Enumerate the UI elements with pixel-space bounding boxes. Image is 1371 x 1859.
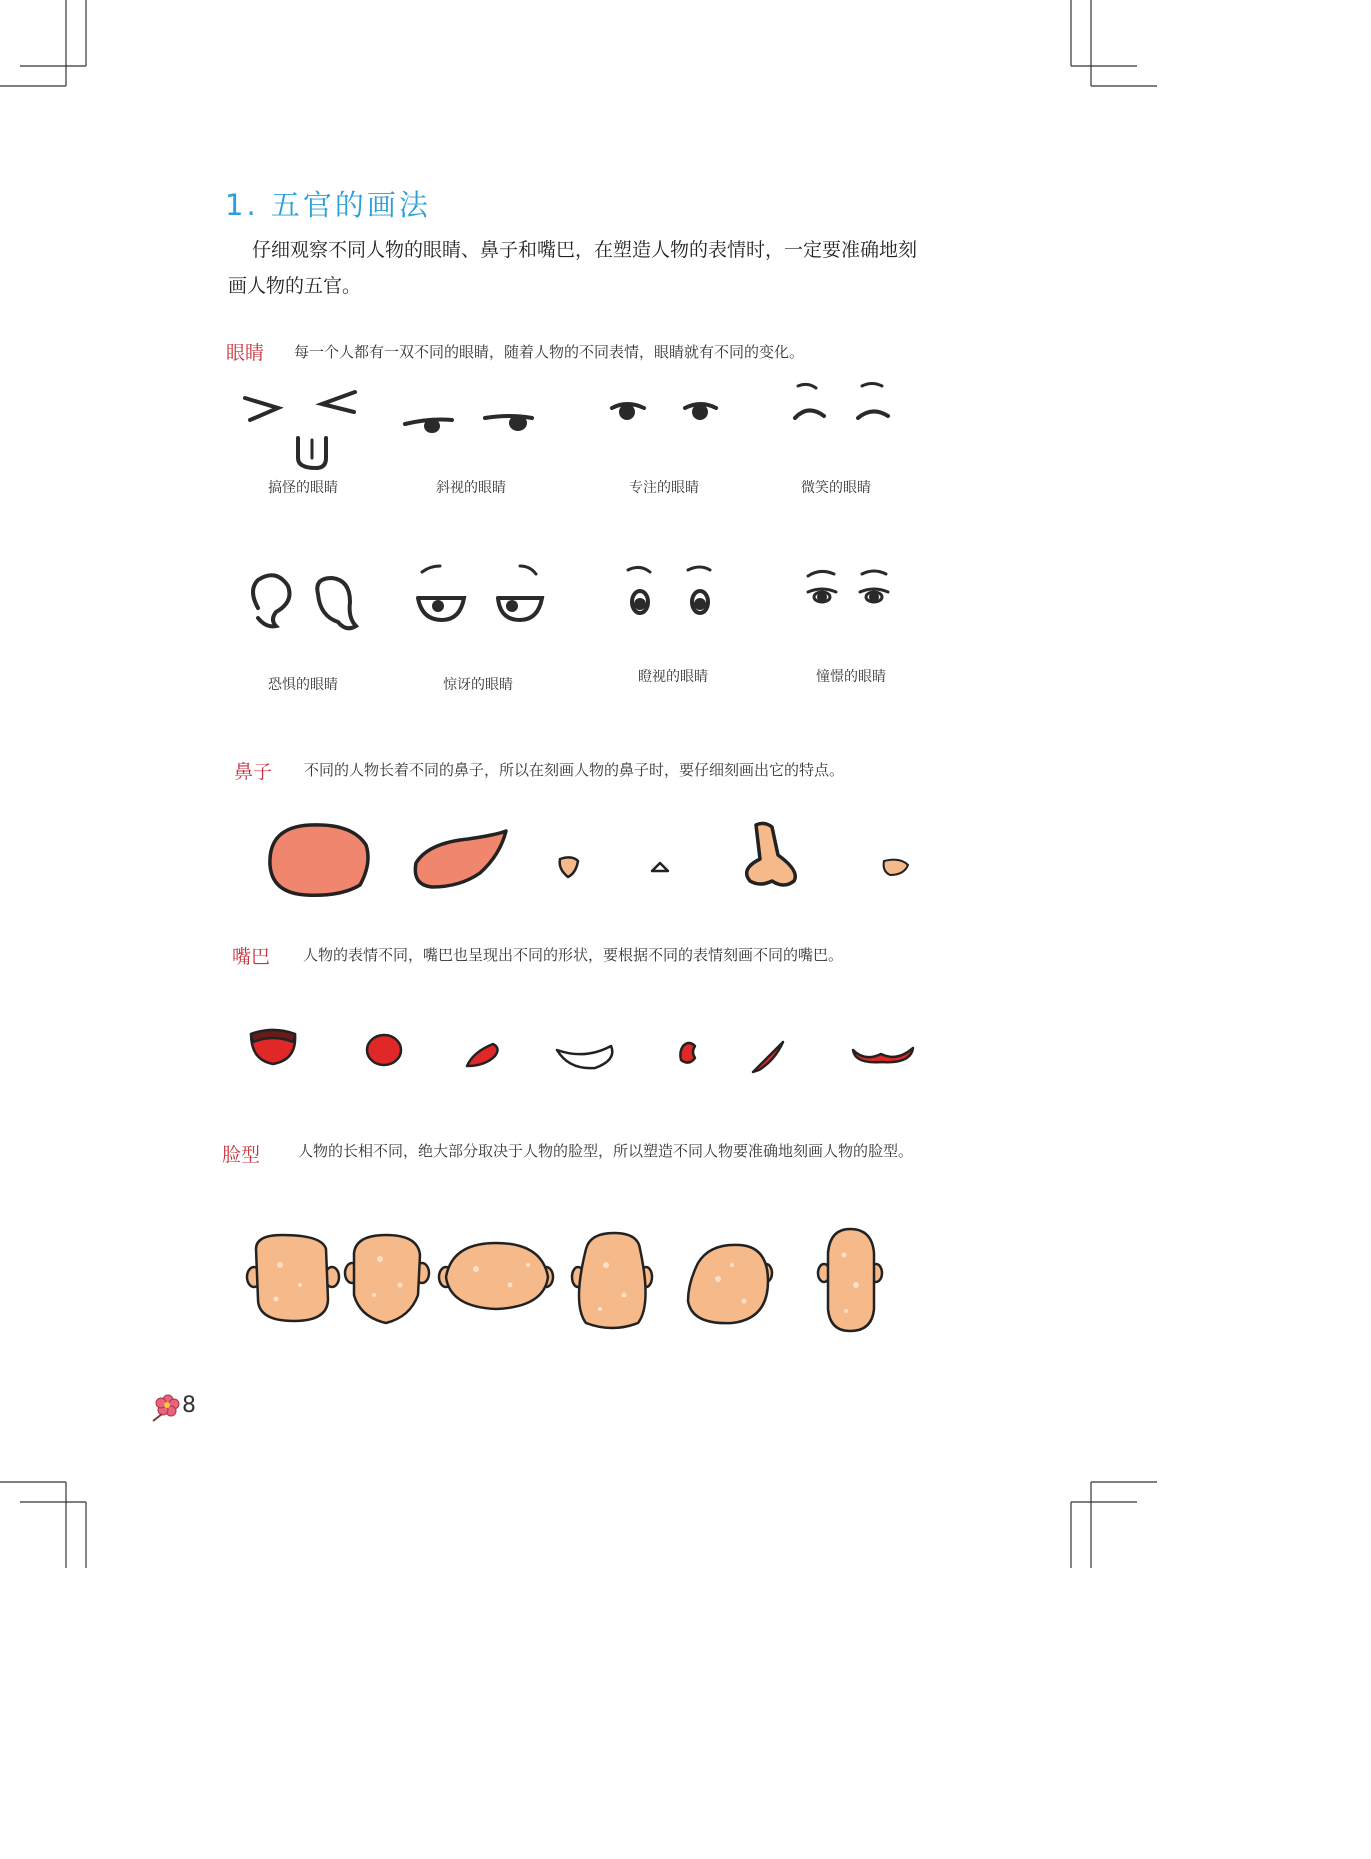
flower-icon xyxy=(150,1390,184,1422)
eye-caption: 憧憬的眼睛 xyxy=(816,669,886,685)
eye-caption: 瞪视的眼睛 xyxy=(638,669,708,685)
longing-eyes-icon xyxy=(808,571,888,602)
squint-eyes-icon xyxy=(405,416,532,431)
eye-caption: 搞怪的眼睛 xyxy=(268,480,338,496)
mouth-illustrations xyxy=(245,1020,925,1080)
mouth-icon xyxy=(367,1035,401,1065)
focus-eyes-icon xyxy=(612,404,716,418)
wide-face-icon xyxy=(439,1243,553,1309)
funny-eyes-icon xyxy=(245,392,355,468)
long-face-icon xyxy=(818,1229,882,1331)
nose-label: 鼻子 xyxy=(234,761,273,783)
nose-icon xyxy=(415,831,506,887)
mouth-label: 嘴巴 xyxy=(232,946,271,968)
round-face-icon xyxy=(688,1245,772,1323)
surprised-eyes-icon xyxy=(418,566,542,620)
mouth-icon xyxy=(853,1048,913,1062)
intro-text: 仔细观察不同人物的眼睛、鼻子和嘴巴，在塑造人物的表情时，一定要准确地刻画人物的五官。 xyxy=(228,239,918,297)
smiling-eyes-icon xyxy=(795,384,888,419)
nose-icon xyxy=(270,825,368,895)
eye-caption: 微笑的眼睛 xyxy=(801,480,871,496)
nose-icon xyxy=(560,857,578,877)
face-text: 人物的长相不同，绝大部分取决于人物的脸型，所以塑造不同人物要准确地刻画人物的脸型。 xyxy=(298,1142,914,1160)
stare-eyes-icon xyxy=(628,567,710,613)
eye-caption: 恐惧的眼睛 xyxy=(268,677,338,693)
eye-caption: 专注的眼睛 xyxy=(629,480,699,496)
page-title: 1. 五官的画法 xyxy=(225,188,431,222)
mouth-icon xyxy=(680,1043,695,1063)
nose-icon xyxy=(747,823,796,885)
pear-face-icon xyxy=(572,1233,652,1328)
mouth-icon xyxy=(557,1046,612,1068)
nose-icon xyxy=(884,860,908,875)
eye-caption: 惊讶的眼睛 xyxy=(443,677,513,693)
mouth-icon xyxy=(753,1042,783,1072)
eyes-text: 每一个人都有一双不同的眼睛，随着人物的不同表情，眼睛就有不同的变化。 xyxy=(294,343,805,361)
fear-eyes-icon xyxy=(253,575,356,628)
nose-icon xyxy=(652,863,668,871)
face-label: 脸型 xyxy=(222,1144,261,1166)
eye-caption: 斜视的眼睛 xyxy=(436,480,506,496)
heart-face-icon xyxy=(345,1235,429,1323)
mouth-icon xyxy=(467,1044,498,1066)
eyes-illustrations xyxy=(230,380,910,680)
nose-illustrations xyxy=(260,815,920,910)
page-number: 8 xyxy=(182,1393,196,1418)
nose-text: 不同的人物长着不同的鼻子，所以在刻画人物的鼻子时，要仔细刻画出它的特点。 xyxy=(304,761,845,779)
intro-paragraph xyxy=(228,232,928,304)
eyes-label: 眼睛 xyxy=(226,342,265,364)
face-illustrations xyxy=(240,1225,890,1340)
mouth-text: 人物的表情不同，嘴巴也呈现出不同的形状，要根据不同的表情刻画不同的嘴巴。 xyxy=(303,946,844,964)
square-face-icon xyxy=(247,1235,339,1321)
